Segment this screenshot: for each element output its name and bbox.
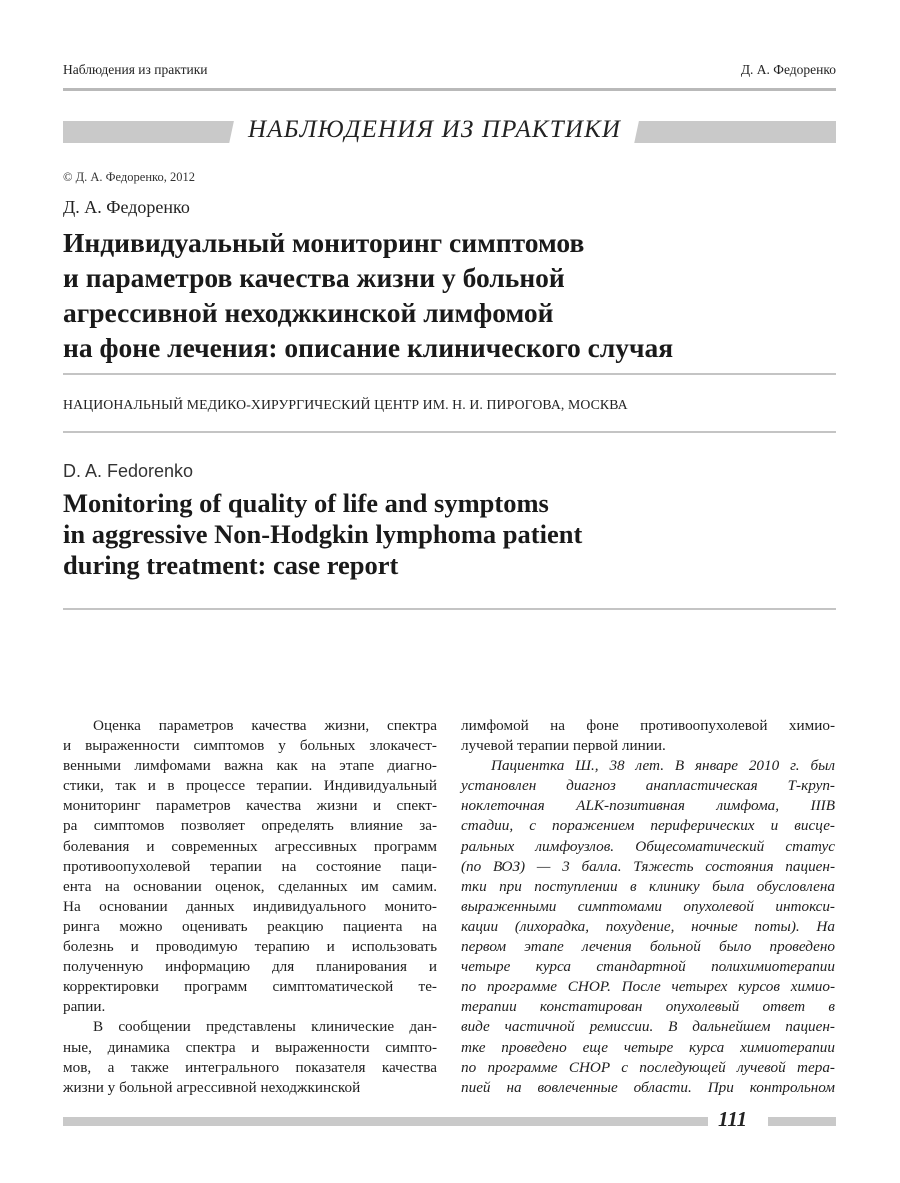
title-ru-line: Индивидуальный мониторинг симптомов — [63, 227, 585, 258]
text-line: по программе CHOP. После четырех курсов химио- — [461, 978, 835, 996]
text-line: В сообщении представлены клинические дан- — [93, 1018, 437, 1036]
text-line: кации (лихорадка, похудение, ночные поты). На — [461, 917, 835, 935]
author-en: D. A. Fedorenko — [63, 461, 194, 481]
text-line: венными лимфомами важна как на этапе диагно- — [63, 757, 437, 775]
title-en — [63, 488, 823, 581]
title-ru-line: на фоне лечения: описание клинического случая — [63, 332, 674, 363]
header-rule — [63, 88, 836, 91]
right-column — [461, 716, 835, 1098]
text-line: полученную информацию для планирования и — [63, 958, 437, 976]
page-number: 111 — [718, 1107, 748, 1131]
text-line: четыре курса стандартной полихимиотерапии — [461, 958, 835, 976]
text-line: тке проведено еще четыре курса химиотерапии — [461, 1038, 835, 1056]
text-line: и выраженности симптомов у больных злокачест- — [63, 737, 437, 755]
text-line: противоопухолевой терапии на состояние паци- — [63, 857, 437, 875]
text-line: ные, динамика спектра и выраженности симпто- — [63, 1038, 437, 1056]
text-line: мов, а также интегрального показателя качества — [63, 1058, 437, 1076]
footer-bar — [63, 1117, 708, 1126]
text-line: ноклеточная ALK-позитивная лимфома, IIIB — [461, 797, 835, 815]
text-line: установлен диагноз анапластическая Т-круп- — [461, 777, 835, 795]
text-line: лимфомой на фоне противоопухолевой химио- — [461, 717, 835, 734]
affiliation-rule-bottom — [63, 431, 836, 433]
author-ru: Д. А. Федоренко — [63, 197, 190, 217]
text-line: выраженными симптомами опухолевой интокси- — [461, 897, 835, 915]
text-line: стадии, с поражением периферических и висце- — [461, 817, 835, 835]
text-line: лучевой терапии первой линии. — [461, 737, 666, 755]
title-ru-line: и параметров качества жизни у больной — [63, 262, 565, 293]
text-line: ра симптомов позволяет определять влияние за- — [63, 817, 437, 835]
text-line: тки при поступлении в клинику была обусловлена — [461, 877, 835, 895]
text-line: корректировки программ симптоматической те- — [63, 978, 437, 996]
title-en-line: in aggressive Non-Hodgkin lymphoma patient — [63, 519, 583, 549]
title-en-rule — [63, 608, 836, 610]
text-line: На основании данных индивидуального монито- — [63, 897, 437, 915]
text-line: Оценка параметров качества жизни, спектра — [93, 717, 437, 734]
title-ru-line: агрессивной неходжкинской лимфомой — [63, 297, 554, 328]
title-en-line: during treatment: case report — [63, 550, 399, 580]
footer-bar-end — [768, 1117, 836, 1126]
text-line: жизни у больной агрессивной неходжкинской — [63, 1078, 361, 1096]
copyright: © Д. А. Федоренко, 2012 — [63, 170, 195, 184]
text-line: пией на вовлеченные области. При контрольном — [461, 1078, 835, 1096]
text-line: болевания и современных агрессивных программ — [63, 837, 437, 855]
running-header-right: Д. А. Федоренко — [740, 62, 836, 77]
text-line: по программе CHOP с последующей лучевой тера- — [461, 1058, 835, 1076]
left-column — [63, 716, 437, 1098]
text-line: Пациентка Ш., 38 лет. В январе 2010 г. был — [491, 757, 835, 775]
text-line: первом этапе лечения больной было проведено — [461, 938, 835, 956]
text-line: ральных лимфоузлов. Общесоматический статус — [461, 837, 835, 855]
text-line: терапии констатирован опухолевый ответ в — [461, 998, 835, 1016]
running-header-left: Наблюдения из практики — [63, 62, 208, 77]
section-title: НАБЛЮДЕНИЯ ИЗ ПРАКТИКИ — [229, 116, 640, 144]
text-line: мониторинг параметров качества жизни и спект- — [63, 797, 437, 815]
text-line: ринга можно оценивать реакцию пациента на — [63, 917, 437, 935]
text-line: виде частичной ремиссии. В дальнейшем пациен- — [461, 1018, 835, 1036]
title-en-line: Monitoring of quality of life and symptoms — [63, 488, 549, 518]
affiliation: НАЦИОНАЛЬНЫЙ МЕДИКО-ХИРУРГИЧЕСКИЙ ЦЕНТР ИМ. Н. И. ПИРОГОВА, МОСКВА — [63, 397, 628, 412]
text-line: ента на основании оценок, сделанных им самим. — [63, 877, 437, 895]
text-line: (по ВОЗ) — 3 балла. Тяжесть состояния пациен- — [461, 857, 835, 875]
title-ru — [63, 225, 823, 365]
text-line: стики, так и в процессе терапии. Индивидуальный — [63, 777, 437, 795]
text-line: рапии. — [63, 998, 106, 1016]
affiliation-rule-top — [63, 373, 836, 375]
text-line: болезнь и проводимую терапию и использовать — [63, 938, 437, 956]
